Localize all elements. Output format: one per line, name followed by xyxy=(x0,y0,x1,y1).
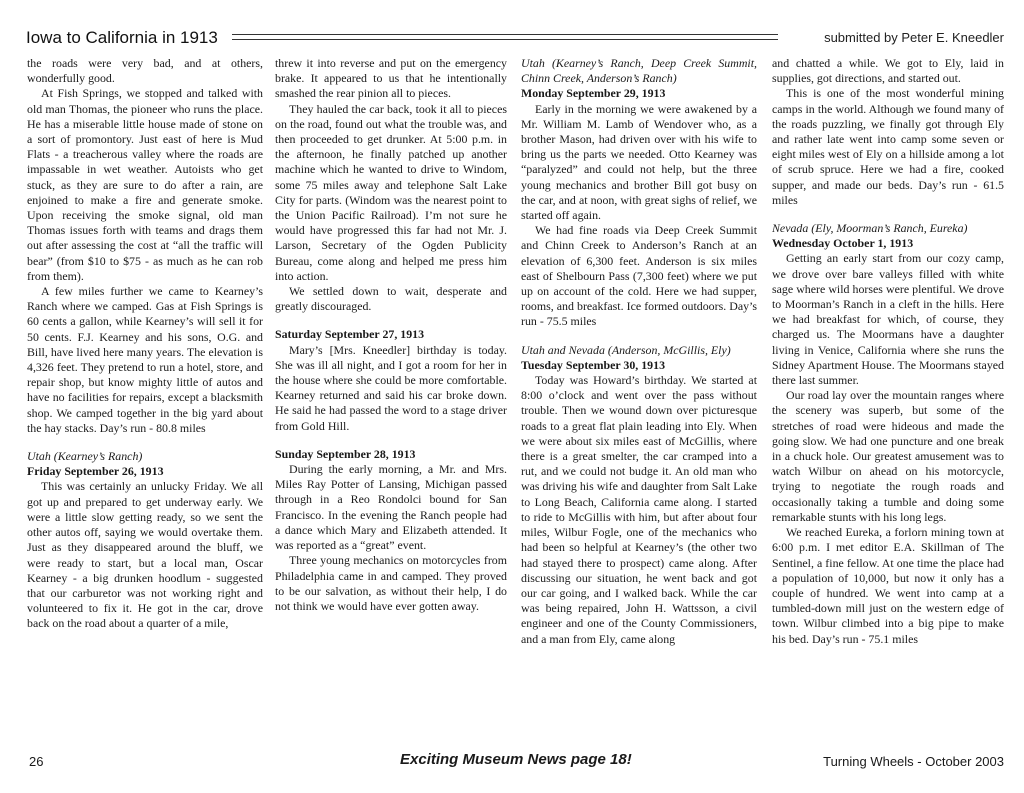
location-heading: Utah and Nevada (Anderson, McGillis, Ely) xyxy=(521,342,731,357)
date-heading: Tuesday September 30, 1913 xyxy=(521,357,666,372)
location-heading: Nevada (Ely, Moorman’s Ranch, Eureka) xyxy=(772,221,968,236)
paragraph: Mary’s [Mrs. Kneedler] birthday is today. She was ill all night, and I got a room for her in the house where she could be more comfortable. Kearney returned and said his car broke down. He said he had passed the word to a stage driver from Gold Hill. xyxy=(275,342,507,433)
text-column-1 xyxy=(27,56,263,738)
location-heading: Utah (Kearney’s Ranch) xyxy=(27,449,143,464)
paragraph: We settled down to wait, desperate and greatly discouraged. xyxy=(275,284,507,314)
date-heading: Sunday September 28, 1913 xyxy=(275,446,416,461)
paragraph: We had fine roads via Deep Creek Summit and Chinn Creek to Anderson’s Ranch at an elevation of 6,300 feet. Anderson is six miles east of Shelbourn Pass (7,300 feet) where we put up on account of the cold. Here we had supper, rooms, and breakfast. Ice formed outdoors. Day’s run - 75.5 miles xyxy=(521,223,757,329)
text-column-3 xyxy=(521,56,757,738)
date-heading: Friday September 26, 1913 xyxy=(27,464,164,479)
text-column-4 xyxy=(772,56,1004,738)
page-number: 26 xyxy=(29,754,44,769)
article-title: Iowa to California in 1913 xyxy=(26,28,218,47)
text-column-2 xyxy=(275,56,507,738)
article-credit: submitted by Peter E. Kneedler xyxy=(824,30,1004,45)
date-heading: Wednesday October 1, 1913 xyxy=(772,236,914,251)
paragraph: This is one of the most wonderful mining camps in the world. Although we found many of the roads puzzling, we finally got through Ely and rather late went into camp some seven or eight miles west of Ely on a hillside among a lot of scrub spruce. Here we had a fire, cooked supper, and made our beds. Day’s run - 61.5 miles xyxy=(772,86,1004,207)
header-rule xyxy=(232,34,778,40)
continued-paragraph: threw it into reverse and put on the emergency brake. It appeared to us that he intentionally smashed the rear pinion all to pieces. xyxy=(275,56,507,101)
paragraph: Early in the morning we were awakened by a Mr. William M. Lamb of Wendover who, as a brother Mason, had driven over with his wife to bring us the parts we needed. Otto Kearney was “paralyzed” and could not help, but the three young mechanics and brother Bill got busy on the car, and at noon, with great sighs of relief, we started off again. xyxy=(521,101,757,223)
paragraph: We reached Eureka, a forlorn mining town at 6:00 p.m. I met editor E.A. Skillman of The Sentinel, a fine fellow. At one time the place had a population of 10,000, but now it only has a couple of hundred. We went into camp at a tumbled-down mill just on the western edge of town. Wilbur climbed into a big pipe to make his bed. Day’s run - 75.1 miles xyxy=(772,525,1004,646)
paragraph: Three young mechanics on motorcycles from Philadelphia came in and camped. They proved to be our salvation, as without their help, I do not think we would have ever gotten away. xyxy=(275,553,507,613)
page-footer xyxy=(0,750,1024,774)
page-header xyxy=(26,26,1004,50)
paragraph: Our road lay over the mountain ranges where the scenery was superb, but some of the stretches of road were hideous and made the going slow. We had one puncture and one break in a chuck hole. Our greatest amusement was to watch Wilbur on ahead on his motorcycle, trying to negotiate the rough roads and occasionally taking a tumble and doing some remarkable stunts with his long legs. xyxy=(772,388,1004,524)
paragraph: They hauled the car back, took it all to pieces on the road, found out what the trouble was, and then proceeded to get drunker. At 5:00 p.m. in the afternoon, he finally patched up another machine which he wanted to drive to Windom, some 75 miles away and telephone Salt Lake City for parts. (Windom was the nearest point to the Union Pacific Railroad). I’m not sure he would have progressed this far had not Mr. J. Larson, Secretary of the Ogden Publicity Bureau, come along and helped me press him into action. xyxy=(275,101,507,283)
location-heading: Utah (Kearney’s Ranch, Deep Creek Summit, Chinn Creek, Anderson’s Ranch) xyxy=(521,56,757,86)
paragraph: Today was Howard’s birthday. We started at 8:00 o’clock and went over the pass without trouble. Then we wound down over picturesque roads to a great flat plain leading into Ely. When we were about six miles east of McGillis, where there is a great smelter, the car cramped into a rut, and we could not budge it. An old man who was driving his wife and daughter from Salt Lake to Long Beach, California came along. I started to ride to McGillis with him, but after about four miles, Wilbur Fogle, one of the mechanics who had been so helpful at Kearney’s (the other two had stayed there to prospect) came along. After discussing our situation, he went back and got our car going, and I walked back. While the car was being repaired, John H. Wattsson, a civil engineer and one of the County Commissioners, and a man from Ely, came along xyxy=(521,373,757,646)
museum-news-teaser: Exciting Museum News page 18! xyxy=(400,751,632,768)
paragraph: A few miles further we came to Kearney’s Ranch where we camped. Gas at Fish Springs is 60 cents a gallon, while Kearney’s will sell it for 50 cents. F.J. Kearney and his sons, O.G. and Bill, have lived here many years. The elevation is 4,326 feet. They pretend to run a hotel, store, and repair shop, but know mighty little of autos and have no facilities for repairs, except a blacksmith shop. We camped together in the big yard about the hay stacks. Day’s run - 80.8 miles xyxy=(27,284,263,435)
continued-paragraph: the roads were very bad, and at others, wonderfully good. xyxy=(27,56,263,86)
paragraph: During the early morning, a Mr. and Mrs. Miles Ray Potter of Lansing, Michigan passed through in a Reo Rondolci bound for San Francisco. In the evening the Ranch people had a dance which Mary and Elizabeth attended. It was reported as a “great” event. xyxy=(275,462,507,553)
continued-paragraph: and chatted a while. We got to Ely, laid in supplies, got directions, and started out. xyxy=(772,56,1004,86)
date-heading: Saturday September 27, 1913 xyxy=(275,327,425,342)
paragraph: At Fish Springs, we stopped and talked with old man Thomas, the pioneer who runs the place. He has a miserable little house made of stone on a sort of promontory. Just east of here is Mud Flats - a treacherous valley where the roads are impassable in wet weather. Autoists who get stuck, as they are sure to do after a rain, are enjoined to make a fire and generate smoke. Upon receiving the smoke signal, old man Thomas issues forth with teams and drags them out after assessing the cost at “all the traffic will bear” (from $10 to $75 - as much as he can rob from them). xyxy=(27,86,263,283)
paragraph: This was certainly an unlucky Friday. We all got up and prepared to get underway early. We were a little slow getting ready, so we sent the other autos off, saying we would overtake them. Just as they disappeared around the bluff, we were ready to start, but a local man, Oscar Kearney - a big drunken hoodlum - suggested that our carburetor was not working right and volunteered to fix it. He got in the car, drove back on the road about a quarter of a mile, xyxy=(27,479,263,631)
paragraph: Getting an early start from our cozy camp, we drove over bare valleys filled with white sage where wild horses were plentiful. We drove to Moorman’s Ranch in a cleft in the hills. Here we had breakfast for which, of course, they charged us. The Moormans have a daughter living in Venice, California where she runs the Sidney Apartment House. The Moormans stayed there last summer. xyxy=(772,251,1004,388)
date-heading: Monday September 29, 1913 xyxy=(521,86,666,101)
issue-line: Turning Wheels - October 2003 xyxy=(823,754,1004,769)
